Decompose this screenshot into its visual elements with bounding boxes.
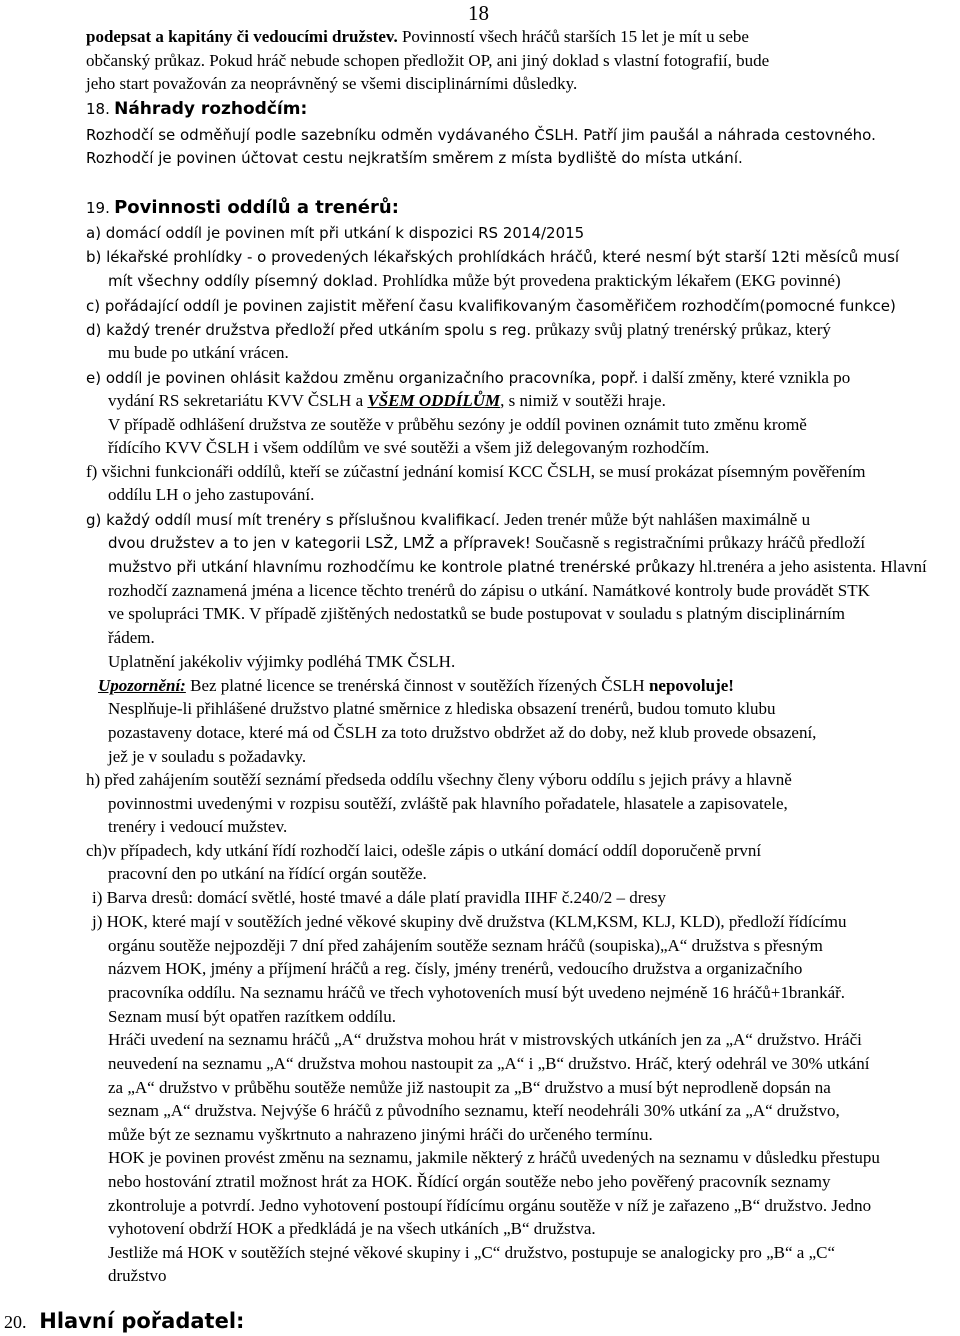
text-span: hl.trenéra a jeho asistenta. Hlavní bbox=[694, 557, 927, 576]
text-line: neuvedení na seznamu „A“ družstva mohou nastoupit za „A“ i „B“ družstvo. Hráč, který odehrál ve 30% utkání bbox=[108, 1054, 870, 1073]
page-number: 18 bbox=[468, 1, 489, 25]
text-span: mužstvo při utkání hlavnímu rozhodčímu ke kontrole platné trenérské průkazy bbox=[108, 558, 695, 576]
text-line: a) domácí oddíl je povinen mít při utkání k dispozici RS 2014/2015 bbox=[86, 224, 585, 242]
text-line: vyhotovení obdrží HOK a předkládá je na všech utkáních „B“ družstva. bbox=[108, 1219, 596, 1238]
text-line: f) všichni funkcionáři oddílů, kteří se zúčastní jednání komisí KCC ČSLH, se musí prokázat písemným pověřením bbox=[86, 462, 866, 481]
text-line: Rozhodčí je povinen účtovat cestu nejkratším směrem z místa bydliště do místa utkání. bbox=[86, 149, 743, 167]
text-span: Bez platné licence se trenérská činnost v soutěžích řízených ČSLH bbox=[185, 676, 649, 695]
text-line bbox=[108, 532, 865, 554]
text-line: pracovníka oddílu. Na seznamu hráčů ve třech vyhotoveních musí být uvedeno nejméně 16 hráčů+1brankář. bbox=[108, 983, 846, 1002]
text-line: Seznam musí být opatřen razítkem oddílu. bbox=[108, 1007, 396, 1026]
text-line: názvem HOK, jmény a příjmení hráčů a reg. čísly, jmény trenérů, vedoucího družstva a organizačního bbox=[108, 959, 803, 978]
text-span: průkazy svůj platný trenérský průkaz, který bbox=[531, 320, 831, 339]
text-span: Povinností všech hráčů starších 15 let je mít u sebe bbox=[397, 27, 749, 46]
text-line: řádem. bbox=[108, 628, 155, 647]
text-line: seznam „A“ družstva. Nejvýše 6 hráčů z původního seznamu, kteří neodehráli 30% utkání za „A“ družstvo, bbox=[108, 1101, 840, 1120]
text-line: jeho start považován za neoprávněný se všemi disciplinárními důsledky. bbox=[86, 74, 578, 93]
text-line bbox=[86, 26, 749, 48]
section-title: Povinnosti oddílů a trenérů: bbox=[114, 197, 399, 218]
text-line: ch)v případech, kdy utkání řídí rozhodčí laici, odešle zápis o utkání domácí oddíl doporučeně první bbox=[86, 841, 762, 860]
section-number: 20. bbox=[4, 1312, 27, 1332]
text-line: h) před zahájením soutěží seznámí předseda oddílu všechny členy výboru oddílu s jejich právy a hlavně bbox=[86, 770, 792, 789]
text-line: občanský průkaz. Pokud hráč nebude schopen předložit OP, ani jiný doklad s vlastní fotografií, bude bbox=[86, 51, 770, 70]
text-line: HOK je povinen provést změnu na seznamu, jakmile některý z hráčů uvedených na seznamu v důsledku přestupu bbox=[108, 1148, 880, 1167]
section-heading-19 bbox=[86, 197, 399, 219]
text-span: , s nimiž v soutěži hraje. bbox=[500, 391, 666, 410]
text-span: Jeden trenér může být nahlášen maximálně u bbox=[499, 510, 811, 529]
text-span: mít všechny oddíly písemný doklad. bbox=[108, 272, 378, 290]
text-line: trenéry i vedoucí mužstev. bbox=[108, 817, 288, 836]
text-line: ve spolupráci TMK. V případě zjištěných nedostatků se bude postupovat v souladu s platným disciplinárním bbox=[108, 604, 846, 623]
section-number: 18. bbox=[86, 100, 110, 118]
text-line bbox=[108, 556, 927, 578]
text-line: i) Barva dresů: domácí světlé, hosté tmavé a dále platí pravidla IIHF č.240/2 – dresy bbox=[92, 888, 667, 907]
text-span: i další změny, které vznikla po bbox=[638, 368, 851, 387]
warning-label: Upozornění: bbox=[98, 676, 186, 695]
text-line: b) lékařské prohlídky - o provedených lékařských prohlídkách hráčů, které nesmí být starší 12ti měsíců musí bbox=[86, 248, 900, 266]
text-line: družstvo bbox=[108, 1266, 167, 1285]
text-span: dvou družstev a to jen v kategorii LSŽ, LMŽ a přípravek! bbox=[108, 534, 531, 552]
section-number: 19. bbox=[86, 199, 110, 217]
text-line: nebo hostování ztratil možnost hrát za HOK. Řídící orgán soutěže nebo jeho pověřený pracovník seznamy bbox=[108, 1172, 831, 1191]
text-line bbox=[108, 270, 841, 292]
section-title: Hlavní pořadatel: bbox=[39, 1309, 245, 1333]
text-line: j) HOK, které mají v soutěžích jedné věkové skupiny dvě družstva (KLM,KSM, KLJ, KLD), předloží řídícímu bbox=[92, 912, 847, 931]
text-span: d) každý trenér družstva předloží před utkáním spolu s reg. bbox=[86, 321, 532, 339]
text-line: Hráči uvedení na seznamu hráčů „A“ družstva mohou hrát v mistrovských utkáních jen za „A“ družstvo. Hráči bbox=[108, 1030, 862, 1049]
text-line bbox=[86, 319, 831, 341]
text-line: orgánu soutěže nejpozději 7 dní před zahájením soutěže seznam hráčů (soupiska)„A“ družstva s přesným bbox=[108, 936, 823, 955]
text-line bbox=[108, 390, 666, 412]
section-title: Náhrady rozhodčím: bbox=[114, 99, 308, 119]
text-span: Současně s registračními průkazy hráčů předloží bbox=[530, 533, 866, 552]
text-line: Nesplňuje-li přihlášené družstvo platné směrnice z hlediska obsazení trenérů, budou tomuto klubu bbox=[108, 699, 776, 718]
text-line: V případě odhlášení družstva ze soutěže v průběhu sezóny je oddíl povinen oznámit tuto změnu kromě bbox=[108, 415, 807, 434]
text-line: pozastaveny dotace, které má od ČSLH za toto družstvo obdržet až do doby, než klub provede obsazení, bbox=[108, 723, 817, 742]
text-span: vydání RS sekretariátu KVV ČSLH a bbox=[108, 391, 368, 410]
text-line: rozhodčí zaznamená jména a licence těchto trenérů do zápisu o utkání. Namátkové kontroly bude provádět STK bbox=[108, 581, 870, 600]
bold-phrase: podepsat a kapitány či vedoucími družstev. bbox=[86, 27, 398, 46]
text-line: Jestliže má HOK v soutěžích stejné věkové skupiny i „C“ družstvo, postupuje se analogicky pro „B“ a „C“ bbox=[108, 1243, 836, 1262]
text-line: Uplatnění jakékoliv výjimky podléhá TMK ČSLH. bbox=[108, 652, 456, 671]
section-heading-20 bbox=[4, 1308, 244, 1336]
text-line: řídícího KVV ČSLH i všem oddílům ve své soutěži a všem již delegovaným rozhodčím. bbox=[108, 438, 710, 457]
bold-phrase: nepovoluje! bbox=[648, 676, 734, 695]
text-line: mu bude po utkání vrácen. bbox=[108, 343, 289, 362]
section-heading-18 bbox=[86, 98, 307, 120]
text-line: zkontroluje a potvrdí. Jedno vyhotovení postoupí řídícímu orgánu soutěže v níž je zařazeno „B“ družstvo. Jedno bbox=[108, 1196, 872, 1215]
text-line bbox=[86, 509, 810, 531]
text-span: e) oddíl je povinen ohlásit každou změnu organizačního pracovníka, popř. bbox=[86, 369, 639, 387]
text-line: c) pořádající oddíl je povinen zajistit měření času kvalifikovaným časoměřičem rozhodčím(pomocné funkce) bbox=[86, 297, 896, 315]
text-line: může být ze seznamu vyškrtnuto a nahrazeno jinými hráči do určeného termínu. bbox=[108, 1125, 653, 1144]
text-span: g) každý oddíl musí mít trenéry s příslušnou kvalifikací. bbox=[86, 511, 500, 529]
text-line bbox=[86, 367, 850, 389]
text-line: oddílu LH o jeho zastupování. bbox=[108, 485, 315, 504]
text-line: za „A“ družstvo v průběhu soutěže nemůže již nastoupit za „B“ družstvo a musí být neprodleně dopsán na bbox=[108, 1078, 831, 1097]
text-span: Prohlídka může být provedena praktickým lékařem (EKG povinné) bbox=[378, 271, 841, 290]
emphasis-all-clubs: VŠEM ODDÍLŮM bbox=[367, 391, 501, 410]
text-line: Rozhodčí se odměňují podle sazebníku odměn vydávaného ČSLH. Patří jim paušál a náhrada cestovného. bbox=[86, 126, 876, 144]
text-line bbox=[98, 675, 734, 697]
text-line: jež je v souladu s požadavky. bbox=[108, 747, 307, 766]
text-line: povinnostmi uvedenými v rozpisu soutěží, zvláště pak hlavního pořadatele, hlasatele a zapisovatele, bbox=[108, 794, 788, 813]
text-line: pracovní den po utkání na řídící orgán soutěže. bbox=[108, 864, 427, 883]
